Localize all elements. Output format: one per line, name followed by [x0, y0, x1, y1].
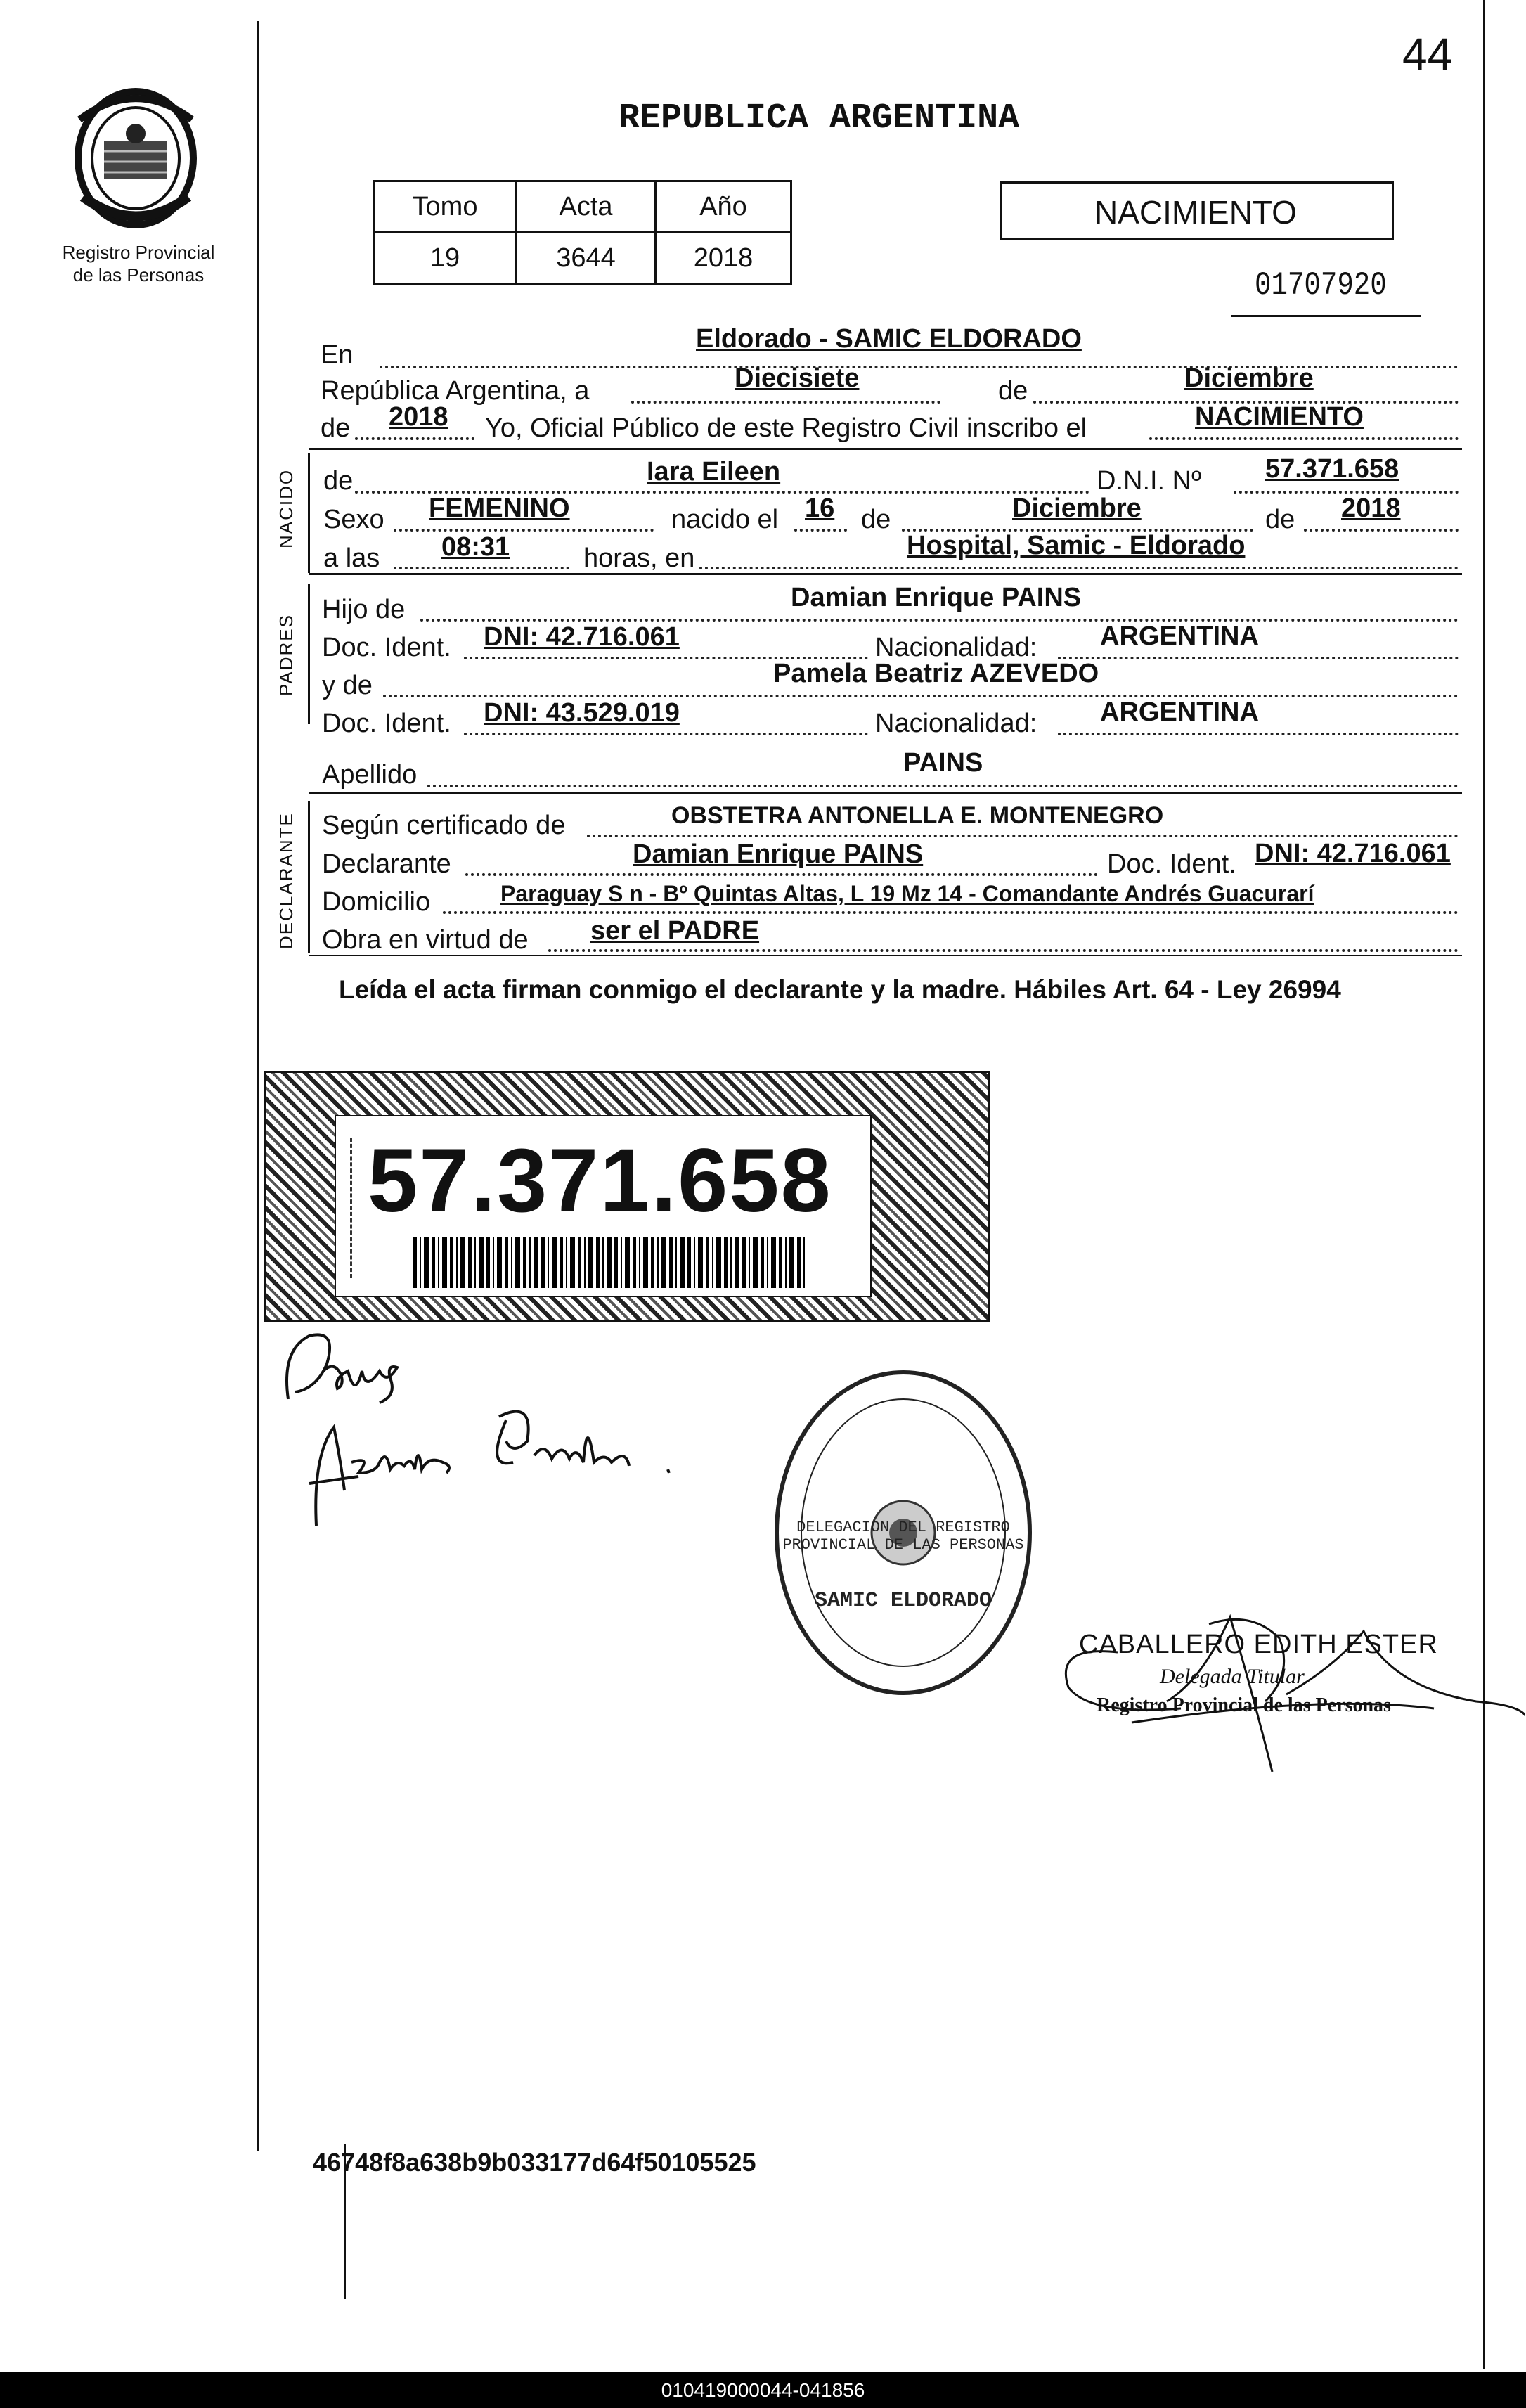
- child-name: Iara Eileen: [647, 457, 781, 487]
- tomo-value: 19: [374, 233, 517, 284]
- year-dots: [355, 437, 474, 440]
- declarante-dots: [465, 873, 1098, 876]
- nacido-de-label: de: [323, 466, 354, 496]
- en-label: En: [321, 340, 354, 370]
- domicilio-dots: [443, 911, 1459, 914]
- child-sex: FEMENINO: [429, 494, 570, 523]
- mother-nationality: ARGENTINA: [1100, 697, 1259, 727]
- birth-day: 16: [805, 494, 835, 523]
- father-doc: DNI: 42.716.061: [484, 622, 680, 652]
- day-dots: [631, 401, 940, 404]
- act-type: NACIMIENTO: [1094, 194, 1297, 231]
- father-nat-label: Nacionalidad:: [875, 633, 1037, 662]
- declarante-doc-label: Doc. Ident.: [1107, 849, 1236, 879]
- mother-doc-label: Doc. Ident.: [322, 709, 451, 738]
- mother-doc: DNI: 43.529.019: [484, 698, 680, 728]
- domicilio-label: Domicilio: [322, 887, 431, 917]
- obra-dots: [548, 949, 1459, 952]
- sticker-dni-number: 57.371.658: [368, 1131, 832, 1231]
- horas-label: horas, en: [583, 543, 695, 573]
- acta-header: Acta: [517, 181, 656, 233]
- official-stamp-name: CABALLERO EDITH ESTER: [1079, 1630, 1438, 1659]
- registry-place: Eldorado - SAMIC ELDORADO: [696, 324, 1082, 354]
- divider-1: [309, 448, 1462, 450]
- divider-3: [309, 792, 1462, 794]
- declarante-label: Declarante: [322, 849, 451, 879]
- nacido-el-label: nacido el: [671, 505, 779, 534]
- sexo-dots: [394, 529, 654, 532]
- de-label-2: de: [321, 413, 351, 443]
- child-dni: 57.371.658: [1265, 454, 1399, 484]
- mother-nat-label: Nacionalidad:: [875, 709, 1037, 738]
- handwritten-signatures: [274, 1322, 710, 1540]
- nacido-bracket: [308, 453, 310, 573]
- father-dots: [420, 619, 1459, 622]
- republica-label: República Argentina, a: [321, 376, 590, 406]
- father-nat-dots: [1058, 657, 1459, 659]
- registration-act: NACIMIENTO: [1195, 402, 1364, 432]
- sticker-inner: [335, 1115, 872, 1297]
- apellido-dots: [427, 785, 1459, 787]
- apellido-label: Apellido: [322, 760, 418, 790]
- dni-label: D.N.I. Nº: [1097, 466, 1201, 496]
- registration-year: 2018: [389, 402, 448, 432]
- sticker-left-line: [350, 1138, 354, 1278]
- hijo-de-label: Hijo de: [322, 595, 406, 624]
- acta-value: 3644: [517, 233, 656, 284]
- declarante-name: Damian Enrique PAINS: [633, 839, 924, 869]
- a-las-label: a las: [323, 543, 380, 573]
- declarante-doc: DNI: 42.716.061: [1255, 839, 1451, 868]
- segun-label: Según certificado de: [322, 811, 566, 840]
- right-margin-line: [1483, 0, 1485, 2369]
- birth-de-label-2: de: [1265, 505, 1295, 534]
- father-nationality: ARGENTINA: [1100, 622, 1259, 651]
- footer-code: 010419000044-041856: [0, 2372, 1526, 2408]
- domicilio-value: Paraguay S n - Bº Quintas Altas, L 19 Mz 14 - Comandante Andrés Guacurarí: [500, 881, 1314, 906]
- sexo-label: Sexo: [323, 505, 384, 534]
- mother-nat-dots: [1058, 733, 1459, 735]
- page-title: REPUBLICA ARGENTINA: [619, 98, 1020, 139]
- divider-2: [309, 573, 1462, 575]
- father-doc-label: Doc. Ident.: [322, 633, 451, 662]
- sticker-barcode: [413, 1237, 807, 1288]
- mother-doc-dots: [464, 733, 868, 735]
- misiones-seal-icon: [62, 84, 209, 236]
- certificado-value: OBSTETRA ANTONELLA E. MONTENEGRO: [671, 802, 1164, 829]
- dni-sticker: [264, 1071, 990, 1322]
- logo-caption-line1: Registro Provincial: [62, 242, 215, 263]
- anio-value: 2018: [656, 233, 791, 284]
- divider-4: [309, 955, 1462, 956]
- time-dots: [394, 567, 569, 569]
- birth-year: 2018: [1341, 494, 1401, 523]
- father-name: Damian Enrique PAINS: [791, 583, 1082, 612]
- padres-bracket: [308, 584, 310, 724]
- birth-day-dots: [794, 529, 847, 532]
- document-hash: 46748f8a638b9b033177d64f50105525: [313, 2148, 756, 2177]
- certificado-dots: [587, 835, 1459, 837]
- official-stamp-org: Registro Provincial de las Personas: [1097, 1694, 1391, 1716]
- y-de-label: y de: [322, 671, 373, 700]
- official-signature: [1040, 1596, 1525, 1779]
- statement-text: Yo, Oficial Público de este Registro Civil inscribo el: [485, 413, 1087, 443]
- tomo-header: Tomo: [374, 181, 517, 233]
- anio-header: Año: [656, 181, 791, 233]
- province-logo: [62, 84, 209, 236]
- obra-value: ser el PADRE: [590, 916, 760, 946]
- birth-month: Diciembre: [1012, 494, 1142, 523]
- official-stamp-role: Delegada Titular: [1160, 1665, 1305, 1688]
- round-stamp-inner-text: SAMIC ELDORADO: [814, 1589, 992, 1613]
- birth-place: Hospital, Samic - Eldorado: [907, 531, 1246, 560]
- birth-time: 08:31: [441, 532, 510, 562]
- padres-section-label: PADRES: [276, 614, 297, 696]
- round-stamp-outer-text: DELEGACION DEL REGISTRO PROVINCIAL DE LAS PERSONAS: [782, 1519, 1024, 1554]
- nacido-section-label: NACIDO: [276, 468, 297, 548]
- left-margin-line: [257, 21, 259, 2151]
- mother-dots: [383, 695, 1459, 697]
- apellido-value: PAINS: [903, 748, 983, 778]
- birth-place-dots: [699, 567, 1459, 569]
- serial-number: 01707920: [1255, 267, 1387, 304]
- closing-text: Leída el acta firman conmigo el declarante y la madre. Hábiles Art. 64 - Ley 26994: [339, 975, 1341, 1004]
- mother-name: Pamela Beatriz AZEVEDO: [773, 659, 1099, 688]
- page-number: 44: [1402, 29, 1453, 79]
- act-dots: [1149, 437, 1459, 440]
- declarante-bracket: [308, 801, 310, 953]
- obra-label: Obra en virtud de: [322, 925, 529, 955]
- birth-year-dots: [1304, 529, 1459, 532]
- logo-caption-line2: de las Personas: [72, 264, 205, 285]
- tomo-acta-table: [373, 180, 792, 285]
- birth-de-label-1: de: [861, 505, 891, 534]
- declarante-section-label: DECLARANTE: [276, 812, 297, 949]
- registration-day: Diecisiete: [735, 363, 860, 393]
- serial-underline: [1231, 315, 1421, 317]
- de-label-1: de: [998, 376, 1028, 406]
- registration-month: Diciembre: [1184, 363, 1314, 393]
